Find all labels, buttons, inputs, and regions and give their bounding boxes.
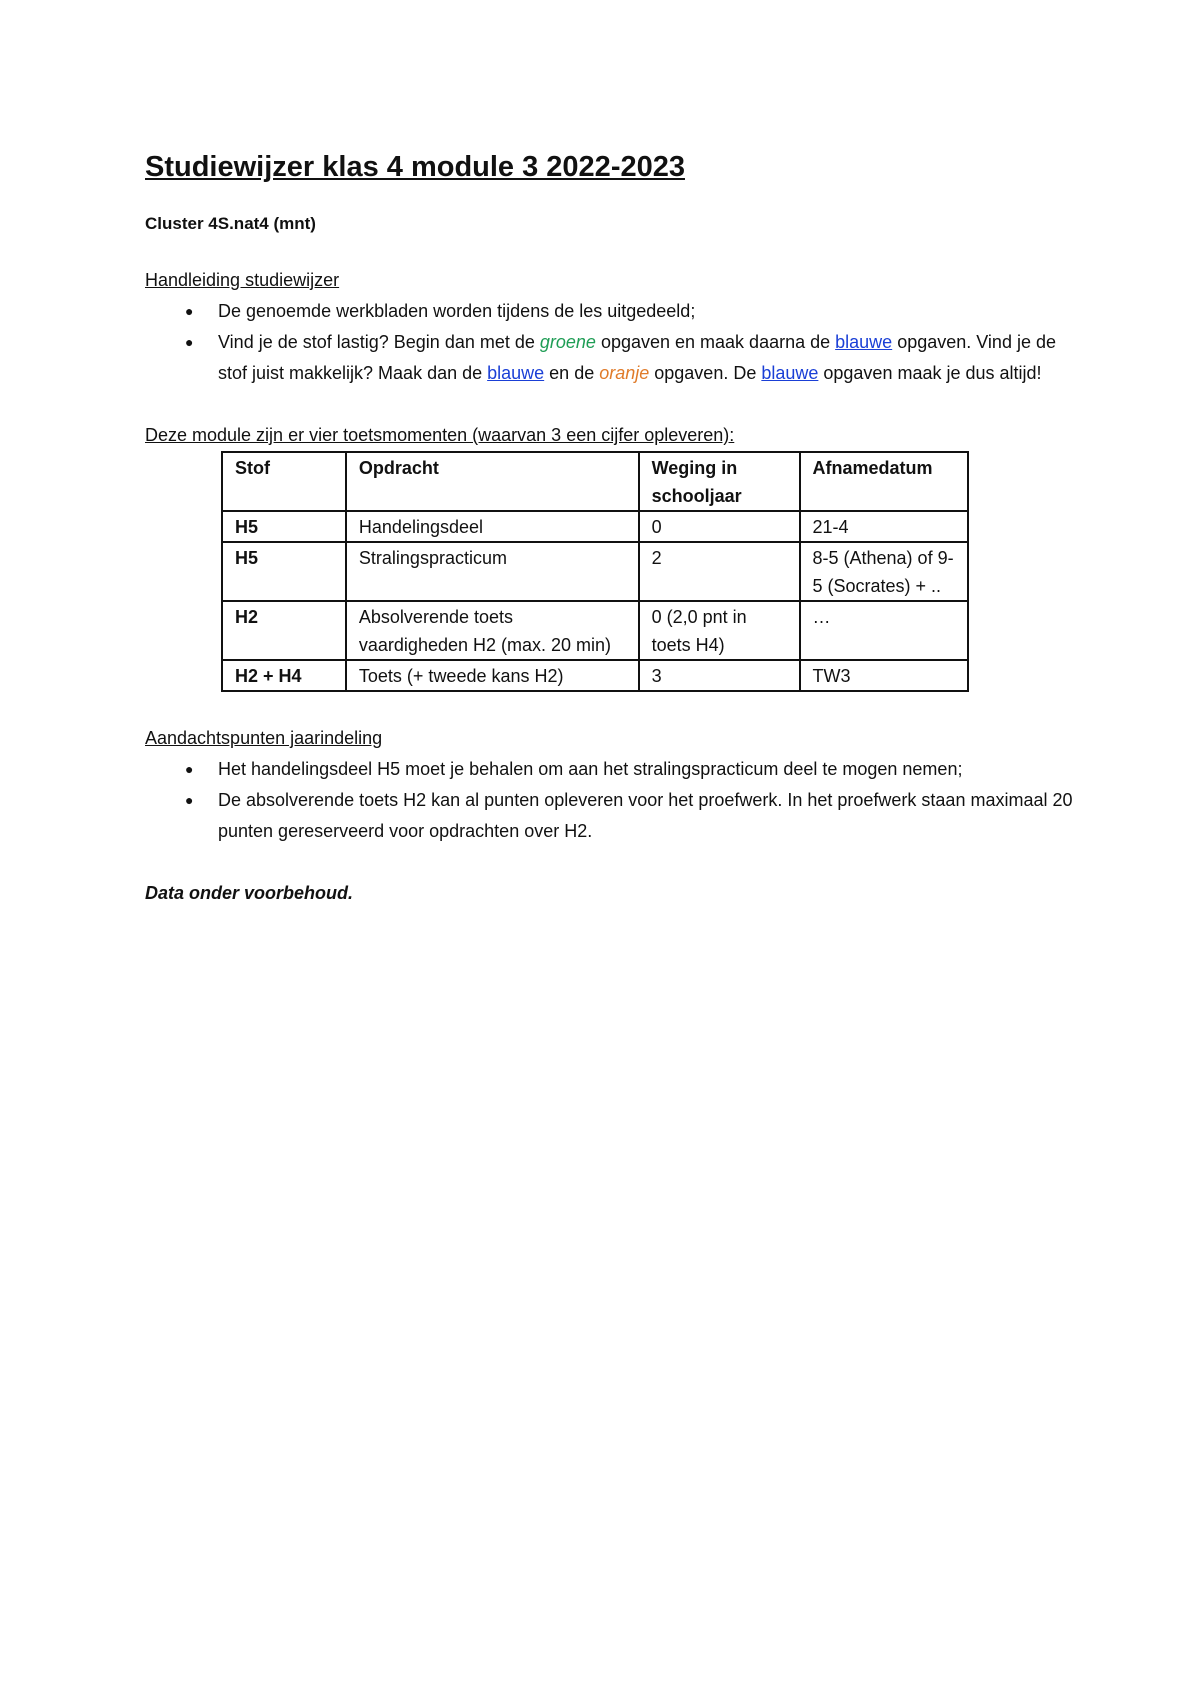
- cell-stof: H2 + H4: [222, 660, 346, 691]
- cell-opdracht: Absolverende toets vaardigheden H2 (max. 20 min): [346, 601, 639, 660]
- cluster-label: Cluster 4S.nat4 (mnt): [145, 214, 316, 233]
- text-part: opgaven en maak daarna de: [595, 332, 836, 352]
- text-part: opgaven maak je dus altijd!: [818, 363, 1042, 383]
- cell-weging: 0 (2,0 pnt in toets H4): [639, 601, 800, 660]
- cell-opdracht: Handelingsdeel: [346, 511, 639, 542]
- table-header-row: [222, 452, 968, 511]
- table-row: [222, 542, 968, 601]
- cell-opdracht: Stralingspracticum: [346, 542, 639, 601]
- cell-datum: 8-5 (Athena) of 9-5 (Socrates) + ..: [800, 542, 969, 601]
- cell-weging: 0: [639, 511, 800, 542]
- list-item-text: De genoemde werkbladen worden tijdens de les uitgedeeld;: [218, 301, 696, 321]
- list-item: [145, 785, 1075, 847]
- toets-table: [221, 451, 969, 692]
- spacer: [145, 692, 1075, 723]
- text-part: Vind je de stof lastig? Begin dan met de: [218, 332, 540, 352]
- bullet-icon: ●: [185, 303, 194, 319]
- spacer: [145, 847, 1075, 878]
- blauwe-link[interactable]: blauwe: [761, 363, 819, 383]
- oranje-highlight: oranje: [599, 363, 650, 383]
- header-opdracht: Opdracht: [346, 452, 639, 511]
- table-row: [222, 601, 968, 660]
- list-item: [145, 296, 1075, 327]
- cell-opdracht: Toets (+ tweede kans H2): [346, 660, 639, 691]
- cell-datum: TW3: [800, 660, 969, 691]
- handleiding-heading: Handleiding studiewijzer: [145, 270, 340, 290]
- document-page: [145, 148, 1075, 909]
- header-stof: Stof: [222, 452, 346, 511]
- blauwe-link[interactable]: blauwe: [487, 363, 545, 383]
- handleiding-list: [145, 296, 1075, 389]
- cell-datum: 21-4: [800, 511, 969, 542]
- cell-weging: 3: [639, 660, 800, 691]
- list-item: [145, 327, 1075, 389]
- aandachtspunten-heading: Aandachtspunten jaarindeling: [145, 728, 383, 748]
- header-afnamedatum: Afnamedatum: [800, 452, 969, 511]
- text-part: en de: [544, 363, 600, 383]
- bullet-icon: ●: [185, 761, 194, 777]
- text-part: opgaven. Vind je de stof juist makkelijk? Maak dan de: [218, 332, 1056, 383]
- cell-stof: H5: [222, 542, 346, 601]
- text-part: opgaven. De: [649, 363, 762, 383]
- disclaimer-note: Data onder voorbehoud.: [145, 883, 354, 903]
- bullet-icon: ●: [185, 334, 194, 350]
- toetsmomenten-heading: Deze module zijn er vier toetsmomenten (waarvan 3 een cijfer opleveren):: [145, 425, 735, 445]
- cell-datum: …: [800, 601, 969, 660]
- spacer: [145, 389, 1075, 420]
- bullet-icon: ●: [185, 792, 194, 808]
- cell-stof: H2: [222, 601, 346, 660]
- table-row: [222, 660, 968, 691]
- header-weging: Weging in schooljaar: [639, 452, 800, 511]
- table-row: [222, 511, 968, 542]
- cell-stof: H5: [222, 511, 346, 542]
- groene-highlight: groene: [539, 332, 596, 352]
- aandachtspunten-list: [145, 754, 1075, 847]
- cell-weging: 2: [639, 542, 800, 601]
- list-item-text: Het handelingsdeel H5 moet je behalen om aan het stralingspracticum deel te mogen nemen;: [218, 759, 963, 779]
- list-item-text: De absolverende toets H2 kan al punten opleveren voor het proefwerk. In het proefwerk staan maximaal 20 punten gereserveerd voor opdrachten over H2.: [218, 790, 1073, 841]
- list-item: [145, 754, 1075, 785]
- blauwe-link[interactable]: blauwe: [835, 332, 893, 352]
- document-title: Studiewijzer klas 4 module 3 2022-2023: [145, 151, 685, 183]
